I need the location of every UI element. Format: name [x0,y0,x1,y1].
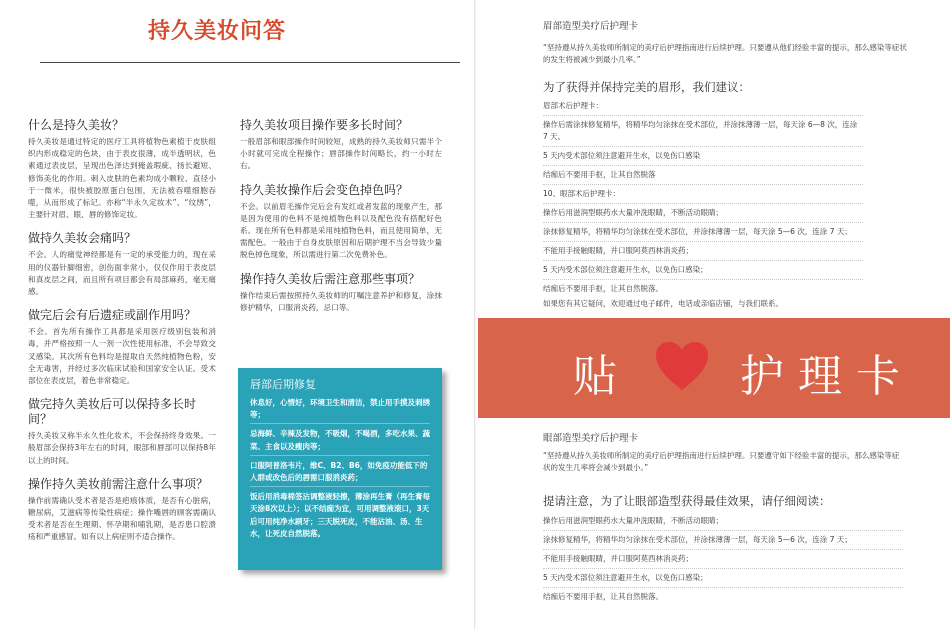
eye-quote-block [543,450,903,474]
brow-quote-block [543,42,913,66]
brow-care-list [543,97,863,310]
brow-advice-block [543,79,913,95]
page-gutter [474,0,476,629]
qa-section [28,231,216,298]
care-card-banner [478,318,950,418]
middle-column [240,118,442,324]
qa-heading: 操作持久美妆后需注意那些事项？ [240,271,421,286]
qa-heading: 做完后会有后遗症或副作用吗？ [28,308,197,323]
qa-body: 不会。人的痛觉神经都是有一定的承受能力的，现在采用的仪器针脚细密，创伤面非常小，仅仅作用于表皮层和真皮层之间，而且所有项目都会有局部麻药，毫无痛感。 [28,250,216,297]
care-line: 结痂后不要用手抠，让其自然脱落。 [543,284,663,293]
qa-body: 持久美妆是通过特定的医疗工具将植物色素植于皮肤组织内形成稳定的色块，由于表皮很薄，成半透明状，色素通过表皮层，呈现出色泽达到掩盖瑕疵、扬长避短、修饰美化的作用。刺入皮肤的色素均成小颗粒、直径小于一微米，很快被胶原蛋白包围，无法被吞噬细胞吞噬，从而形成了标记。亦称“半永久定妆术”、“纹绣”，主要针对眉、眼、唇的修饰定妆。 [28,137,216,220]
qa-body: 操作前需确认受术者是否是疤痕体质，是否有心脏病，糖尿病，艾滋病等传染性病症；操作嘴唇的顾客需确认受术者是否在生理期、怀孕期和哺乳期，是否患口腔溃疡和严重感冒。如有以上病症则不适合操作。 [28,495,216,542]
page-title: 持久美妆问答 [148,19,287,44]
qa-section [240,183,442,262]
eye-care-list [543,512,903,606]
qa-section [28,397,216,467]
eye-advice-heading: 提请注意，为了让眼部造型获得最佳效果，请仔细阅读： [543,494,831,508]
banner-text-left: 贴 [573,351,631,402]
brow-card-title: 眉部造型美疗后护理卡 [543,21,639,32]
qa-heading: 持久美妆项目操作要多长时间？ [240,118,409,132]
left-column [28,118,216,554]
brow-card-title-block [543,18,913,32]
heart-icon [654,340,710,392]
qa-section [28,308,216,387]
banner-text-right: 护理卡 [740,351,914,402]
qa-body: 持久美妆又称半永久性化妆术，不会保持终身效果。一般眉部会保持3年左右的时间，眼部和唇部可以保持8年以上的时间。 [28,431,216,465]
box-item: 口服阿普洛韦片，维C、B2、B6，如免疫功能低下的人群或改色后的唇需口服消炎药； [250,460,430,487]
box-item: 休息好，心情好，环境卫生和清洁，禁止用手摸及刺绣等； [250,397,430,424]
care-line: 涂抹修复精华，将精华均匀涂抹在受术部位，并涂抹薄薄一层，每天涂 5—6 次，连涂 7 天； [543,531,903,550]
lip-aftercare-box [238,368,442,570]
qa-section [28,118,216,221]
care-line: 操作后用滋润型眼药水大量冲洗眼睛，不断活动眼睛； [543,512,903,531]
title-divider [40,62,460,63]
contact-note: 如果您有其它疑问，欢迎通过电子邮件，电话或亲临店铺，与我们联系。 [543,299,783,308]
qa-section [28,477,216,544]
eye-card-title-block [543,430,913,444]
qa-heading: 做完持久美妆后可以保持多长时间？ [28,397,197,427]
box-title: 唇部后期修复 [250,378,316,391]
care-line: 结痂后不要用手抠，让其自然脱落。 [543,592,663,601]
eye-advice-block [543,493,913,509]
eye-card-title: 眼部造型美疗后护理卡 [543,433,639,444]
care-line: 5 天内受术部位须注意避开生水，以免伤口感染； [543,261,863,280]
care-line: 5 天内受术部位须注意避开生水，以免伤口感染 [543,147,863,166]
box-item: 饭后用消毒棉签沾调整液轻擦，薄涂再生膏（再生膏每天涂8次以上）；以不结痂为宜，可用调整液滚口，3天后可用纯净水刷牙；三天脱死皮，不能沾油、汤、生水，让死皮自然脱落。 [250,492,430,538]
qa-body: 不会。首先所有操作工具都是采用医疗级别包装和消毒，并严格按照一人一剂一次性使用标准，不会导致交叉感染。其次所有色料均是提取自天然纯植物色粉，安全无毒害，并经过多次临床试验和国家安全认证。受术部位在表皮层，着色非常稳定。 [28,327,216,386]
care-line: 10、眼部术后护理卡： [543,185,863,204]
qa-heading: 什么是持久美妆？ [28,118,125,132]
qa-body: 操作结束后需按照持久美妆师的叮嘱注意养护和修复，涂抹修护精华，口服消炎药，忌口等。 [240,290,442,312]
care-line: 操作后用滋润型眼药水大量冲洗眼睛，不断活动眼睛； [543,204,863,223]
box-item: 忌海鲜、辛辣及发物，不吸烟，不喝酒，多吃水果、蔬菜、主食以及瘦肉等； [250,428,430,455]
qa-heading: 做持久美妆会痛吗？ [28,231,137,246]
care-line: 涂抹修复精华，将精华均匀涂抹在受术部位，并涂抹薄薄一层，每天涂 5—6 次，连涂 7 天； [543,223,863,242]
qa-section [240,272,442,314]
care-line: 不能用手接触眼睛，并口服阿莫西林消炎药； [543,242,863,261]
care-line: 5 天内受术部位须注意避开生水，以免伤口感染； [543,569,903,588]
care-line: 操作后需涂抹修复精华，将精华均匀涂抹在受术部位，并涂抹薄薄一层，每天涂 6—8 次，连涂 7 天。 [543,116,863,147]
qa-section [240,118,442,173]
eye-quote: “坚持遵从持久美妆师所制定的美疗后护理指南进行后续护理。只要遵守如下经验丰富的提示，那么感染等症状的发生几率将会减少到最小。” [543,451,900,472]
brow-advice-heading: 为了获得并保持完美的眉形，我们建议： [543,80,750,94]
qa-body: 一般眉部和眼部操作时间较短，成熟的持久美妆师只需半个小时就可完成全程操作；唇部操作时间略长，约一小时左右。 [240,137,442,171]
care-line: 眉部术后护理卡： [543,97,863,116]
qa-heading: 持久美妆操作后会变色掉色吗？ [240,182,409,197]
qa-heading: 操作持久美妆前需注意什么事项？ [28,476,209,491]
care-line: 不能用手接触眼睛，并口服阿莫西林消炎药； [543,550,903,569]
brow-quote: “坚持遵从持久美妆师所制定的美疗后护理指南进行后续护理。只要遵从他们经验丰富的提示，那么感染等症状的发生将被减少到最小几率。” [543,43,907,64]
care-line: 结痂后不要用手抠，让其自然脱落 [543,166,863,185]
qa-body: 不会。以前眉毛操作完后会有发红或者发蓝的现象产生，那是因为使用的色料不是纯植物色料以及配色没有搭配好色系。现在所有色料都是采用纯植物色料，而且使用简单，无需配色。一般由于自身皮肤原因和后期护理不当会导致少量脱色掉色现象，所以需进行第二次免费补色。 [240,201,442,260]
